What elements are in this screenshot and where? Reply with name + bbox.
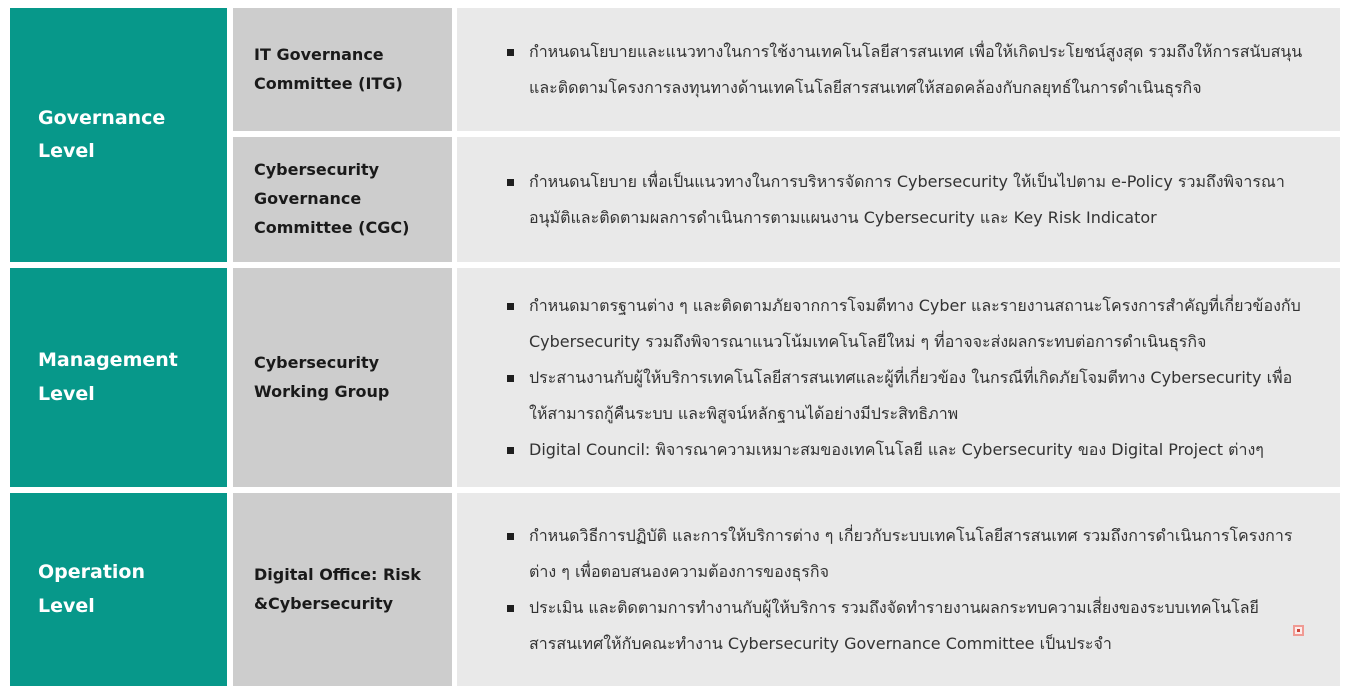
table-row-operation: [10, 493, 1340, 686]
list-item: [507, 288, 1310, 360]
committee-cell-digital-office: [233, 493, 452, 686]
list-item: [507, 518, 1310, 590]
bullet-icon: [507, 375, 514, 382]
governance-table: [10, 8, 1340, 692]
table-row-governance: [10, 8, 1340, 262]
responsibility-cell-digital-office: [457, 493, 1340, 686]
committee-cell-working-group: [233, 268, 452, 487]
committee-label: Cybersecurity Working Group: [254, 352, 390, 401]
bullet-list: [507, 164, 1310, 236]
bullet-list: [507, 518, 1310, 662]
governance-subrows: [227, 8, 1340, 262]
responsibility-cell-itg: [457, 8, 1340, 131]
responsibility-cell-cgc: [457, 137, 1340, 262]
subrow-cgc: [227, 137, 1340, 262]
level-label: Management Level: [38, 349, 178, 405]
level-cell-governance: [10, 8, 227, 262]
marker-dot: [1297, 629, 1300, 632]
level-label: Governance Level: [38, 106, 166, 162]
bullet-icon: [507, 179, 514, 186]
bullet-icon: [507, 605, 514, 612]
subrow-itg: [227, 8, 1340, 131]
level-cell-operation: [10, 493, 227, 686]
broken-image-marker-icon: [1293, 625, 1304, 636]
table-row-management: [10, 268, 1340, 487]
committee-cell-itg: [233, 8, 452, 131]
level-label: Operation Level: [38, 561, 146, 617]
list-item: [507, 590, 1310, 662]
bullet-text: Digital Council: พิจารณาความเหมาะสมของเทคโนโลยี และ Cybersecurity ของ Digital Project ต่างๆ: [529, 439, 1264, 459]
bullet-text: กำหนดนโยบาย เพื่อเป็นแนวทางในการบริหารจัดการ Cybersecurity ให้เป็นไปตาม e-Policy รวมถึงพิจารณาอนุมัติและติดตามผลการดำเนินการตามแผนงาน Cybersecurity และ Key Risk Indicator: [529, 171, 1285, 227]
committee-cell-cgc: [233, 137, 452, 262]
bullet-icon: [507, 447, 514, 454]
bullet-list: [507, 288, 1310, 468]
responsibility-cell-working-group: [457, 268, 1340, 487]
committee-label: IT Governance Committee (ITG): [254, 44, 403, 93]
bullet-list: [507, 34, 1310, 106]
bullet-icon: [507, 49, 514, 56]
bullet-icon: [507, 533, 514, 540]
list-item: [507, 164, 1310, 236]
bullet-icon: [507, 303, 514, 310]
bullet-text: กำหนดวิธีการปฏิบัติ และการให้บริการต่าง ๆ เกี่ยวกับระบบเทคโนโลยีสารสนเทศ รวมถึงการดำเนินการโครงการต่าง ๆ เพื่อตอบสนองความต้องการของธุรกิจ: [529, 525, 1293, 581]
list-item: [507, 360, 1310, 432]
list-item: [507, 432, 1310, 468]
bullet-text: ประเมิน และติดตามการทำงานกับผู้ให้บริการ รวมถึงจัดทำรายงานผลกระทบความเสี่ยงของระบบเทคโนโลยีสารสนเทศให้กับคณะทำงาน Cybersecurity Governance Committee เป็นประจำ: [529, 597, 1259, 653]
committee-label: Digital Office: Risk &Cybersecurity: [254, 564, 421, 613]
bullet-text: ประสานงานกับผู้ให้บริการเทคโนโลยีสารสนเทศและผู้ที่เกี่ยวข้อง ในกรณีที่เกิดภัยโจมตีทาง Cybersecurity เพื่อให้สามารถกู้คืนระบบ และพิสูจน์หลักฐานได้อย่างมีประสิทธิภาพ: [529, 367, 1293, 423]
level-cell-management: [10, 268, 227, 487]
bullet-text: กำหนดมาตรฐานต่าง ๆ และติดตามภัยจากการโจมตีทาง Cyber และรายงานสถานะโครงการสำคัญที่เกี่ยวข้องกับ Cybersecurity รวมถึงพิจารณาแนวโน้มเทคโนโลยีใหม่ ๆ ที่อาจจะส่งผลกระทบต่อการดำเนินธุรกิจ: [529, 295, 1301, 351]
committee-label: Cybersecurity Governance Committee (CGC): [254, 160, 410, 237]
list-item: [507, 34, 1310, 106]
bullet-text: กำหนดนโยบายและแนวทางในการใช้งานเทคโนโลยีสารสนเทศ เพื่อให้เกิดประโยชน์สูงสุด รวมถึงให้การสนับสนุนและติดตามโครงการลงทุนทางด้านเทคโนโลยีสารสนเทศให้สอดคล้องกับกลยุทธ์ในการดำเนินธุรกิจ: [529, 41, 1303, 97]
